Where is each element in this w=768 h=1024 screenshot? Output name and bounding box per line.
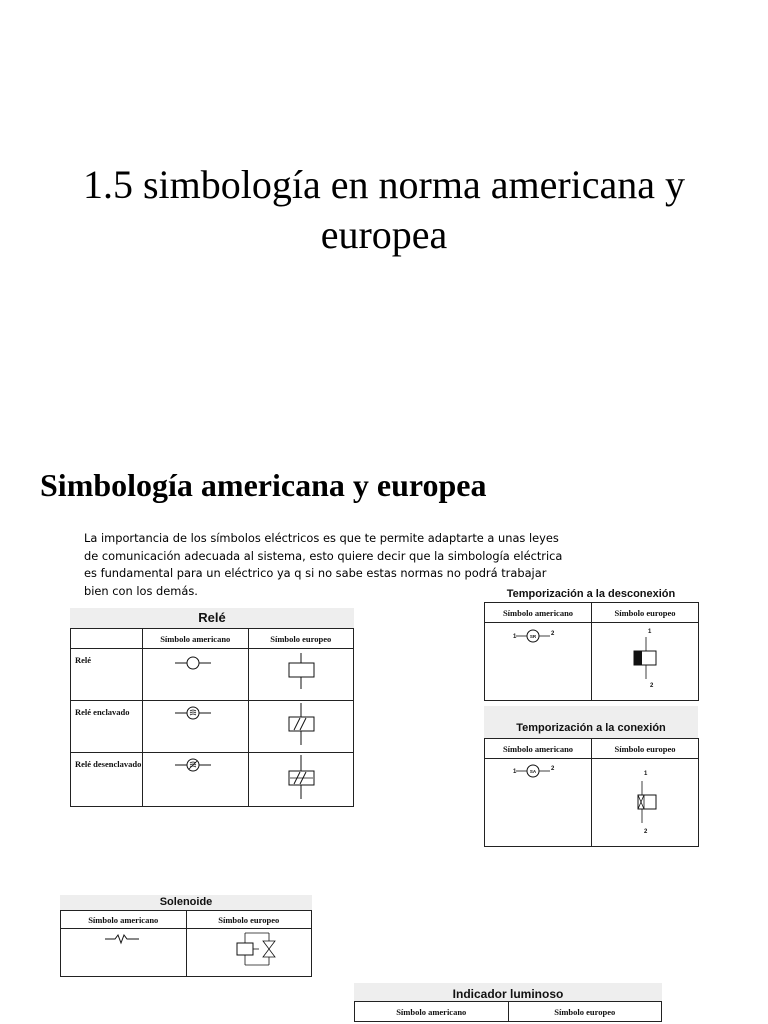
timer-code-label: SR (529, 634, 537, 639)
rele-american-symbol (143, 649, 249, 701)
rele-col-american: Símbolo americano (143, 629, 249, 649)
temp-conexion-col-american: Símbolo americano (485, 739, 592, 759)
rele-col-european: Símbolo europeo (248, 629, 354, 649)
rele-row-label: Relé enclavado (71, 701, 143, 753)
temp-desconexion-title: Temporización a la desconexión (484, 586, 698, 602)
rele-row-label: Relé desenclavado (71, 753, 143, 807)
indicador-panel (354, 983, 662, 1024)
temp-conexion-american-symbol (485, 759, 592, 847)
rele-enclavado-european-symbol (248, 701, 354, 753)
indicador-col-american: Símbolo americano (355, 1002, 509, 1022)
solenoide-american-symbol (61, 929, 187, 977)
timer-code-label: SA (529, 769, 537, 774)
solenoide-title: Solenoide (60, 895, 312, 910)
solenoide-panel (60, 895, 312, 979)
on-delay-timer-box-icon (592, 759, 698, 845)
temp-conexion-table (484, 738, 699, 847)
solenoid-zigzag-icon (61, 929, 185, 975)
temp-desconexion-american-symbol (485, 623, 592, 701)
rele-european-symbol (248, 649, 354, 701)
solenoide-col-american: Símbolo americano (61, 911, 187, 929)
temp-conexion-title: Temporización a la conexión (484, 706, 698, 738)
solenoid-box-icon (187, 929, 311, 975)
indicador-col-european: Símbolo europeo (508, 1002, 662, 1022)
temp-desconexion-european-symbol (592, 623, 699, 701)
temp-conexion-european-symbol (592, 759, 699, 847)
rele-table (70, 628, 354, 807)
relay-coil-box-icon (249, 649, 349, 699)
unlatching-relay-icon (143, 753, 243, 803)
solenoide-table (60, 910, 312, 977)
temp-desconexion-col-european: Símbolo europeo (592, 603, 699, 623)
off-delay-timer-icon (485, 623, 591, 699)
slide-title: 1.5 simbología en norma americana y europea (82, 162, 686, 257)
intro-paragraph: La importancia de los símbolos eléctricos es que te permite adaptarte a unas leyes de comunicación adecuada al sistema, esto quiere decir que la simbología eléctrica es fundamental para un eléctrico ya q si no sabe estas normas no podrá trabajar bien con los demás. (84, 531, 563, 598)
section-heading: Simbología americana y europea (40, 467, 487, 503)
rele-table-panel (70, 608, 354, 808)
temp-conexion-panel (484, 706, 698, 850)
rele-row-label: Relé (71, 649, 143, 701)
temp-conexion-col-european: Símbolo europeo (592, 739, 699, 759)
pin-1-label: 1 (513, 769, 517, 775)
indicador-title: Indicador luminoso (354, 983, 662, 1001)
rele-col-blank (71, 629, 143, 649)
indicador-table (354, 1001, 662, 1022)
pin-1-label: 1 (513, 634, 517, 640)
rele-enclavado-american-symbol (143, 701, 249, 753)
off-delay-timer-box-icon (592, 623, 698, 699)
relay-coil-icon (143, 649, 243, 699)
pin-2-label: 2 (650, 683, 654, 689)
temp-desconexion-table (484, 602, 699, 701)
pin-2-label: 2 (551, 631, 555, 637)
pin-1-label: 1 (648, 629, 652, 635)
solenoide-col-european: Símbolo europeo (186, 911, 312, 929)
pin-1-label: 1 (644, 771, 648, 777)
rele-desenclavado-european-symbol (248, 753, 354, 807)
latching-relay-box-icon (249, 701, 349, 751)
solenoide-european-symbol (186, 929, 312, 977)
rele-desenclavado-american-symbol (143, 753, 249, 807)
unlatching-relay-box-icon (249, 753, 349, 803)
temp-desconexion-panel (484, 586, 698, 702)
latching-relay-icon (143, 701, 243, 751)
rele-table-title: Relé (70, 608, 354, 628)
temp-desconexion-col-american: Símbolo americano (485, 603, 592, 623)
pin-2-label: 2 (644, 829, 648, 835)
pin-2-label: 2 (551, 766, 555, 772)
on-delay-timer-icon (485, 759, 591, 845)
